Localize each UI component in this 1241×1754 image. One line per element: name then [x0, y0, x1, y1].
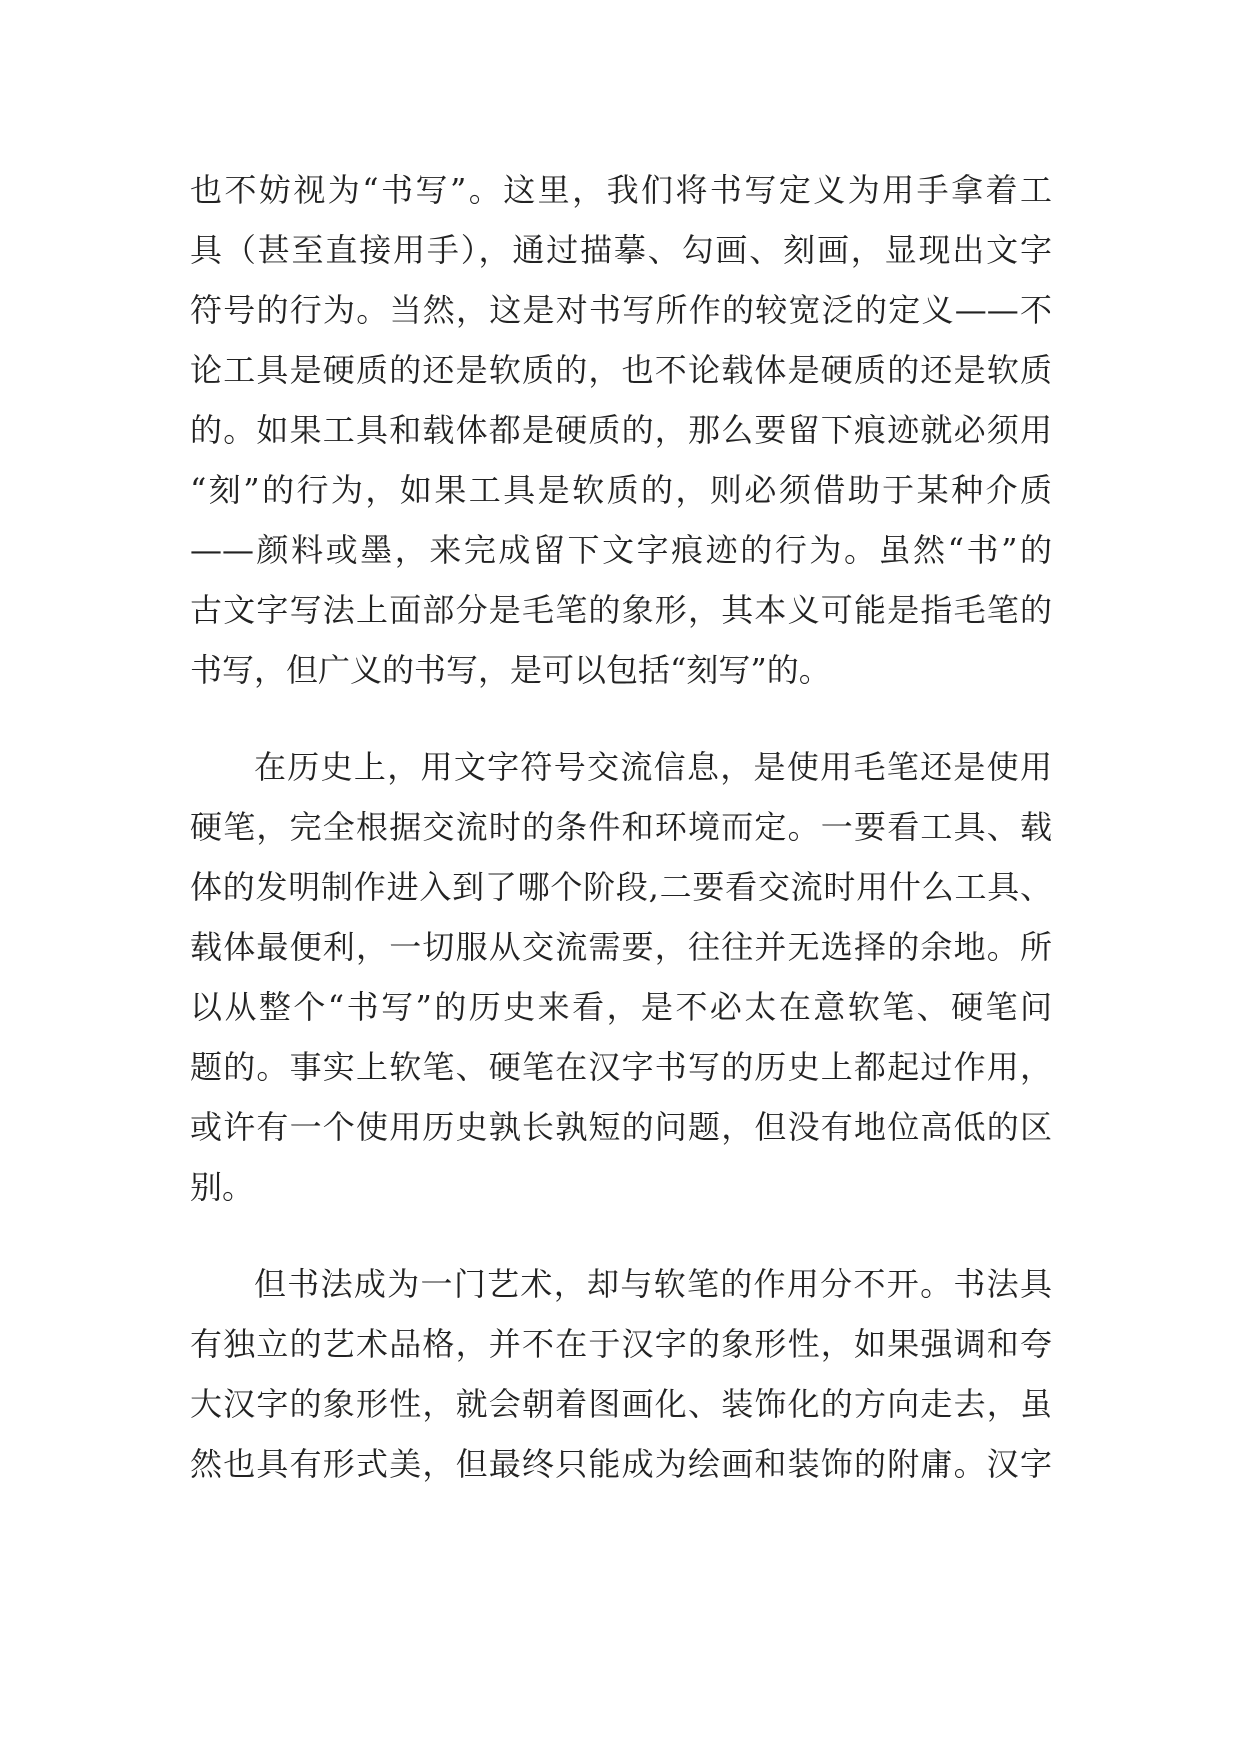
text-line: 符号的行为。当然，这是对书写所作的较宽泛的定义——不: [190, 291, 1052, 329]
paragraph-spacer: [190, 1217, 1052, 1254]
text-line: 论工具是硬质的还是软质的，也不论载体是硬质的还是软质: [190, 351, 1052, 389]
text-line: 书写，但广义的书写，是可以包括“刻写”的。: [190, 651, 831, 689]
text-line: ——颜料或墨，来完成留下文字痕迹的行为。虽然“书”的: [190, 531, 1052, 569]
text-line: 具（甚至直接用手），通过描摹、勾画、刻画，显现出文字: [190, 231, 1052, 269]
body-text: [190, 160, 1052, 1494]
text-line: 然也具有形式美，但最终只能成为绘画和装饰的附庸。汉字: [190, 1445, 1052, 1483]
paragraph-3: [190, 1254, 1052, 1494]
text-line: 别。: [190, 1168, 255, 1206]
text-line: 有独立的艺术品格，并不在于汉字的象形性，如果强调和夸: [190, 1325, 1052, 1363]
text-line: 也不妨视为“书写”。这里，我们将书写定义为用手拿着工: [190, 171, 1052, 209]
text-line: 载体最便利，一切服从交流需要，往往并无选择的余地。所: [190, 928, 1052, 966]
paragraph-2: [190, 737, 1052, 1217]
text-line: 以从整个“书写”的历史来看，是不必太在意软笔、硬笔问: [190, 988, 1052, 1026]
text-line: 或许有一个使用历史孰长孰短的问题，但没有地位高低的区: [190, 1108, 1052, 1146]
paragraph-1: [190, 160, 1052, 700]
text-line: 但书法成为一门艺术，却与软笔的作用分不开。书法具: [254, 1265, 1052, 1303]
text-line: 的。如果工具和载体都是硬质的，那么要留下痕迹就必须用: [190, 411, 1052, 449]
text-line: 在历史上，用文字符号交流信息，是使用毛笔还是使用: [254, 748, 1052, 786]
text-line: 大汉字的象形性，就会朝着图画化、装饰化的方向走去，虽: [190, 1385, 1052, 1423]
text-line: 硬笔，完全根据交流时的条件和环境而定。一要看工具、载: [190, 808, 1052, 846]
text-line: “刻”的行为，如果工具是软质的，则必须借助于某种介质: [190, 471, 1052, 509]
text-line: 题的。事实上软笔、硬笔在汉字书写的历史上都起过作用，: [190, 1048, 1052, 1086]
text-line: 体的发明制作进入到了哪个阶段,二要看交流时用什么工具、: [190, 868, 1052, 906]
paragraph-spacer: [190, 700, 1052, 737]
text-line: 古文字写法上面部分是毛笔的象形，其本义可能是指毛笔的: [190, 591, 1052, 629]
